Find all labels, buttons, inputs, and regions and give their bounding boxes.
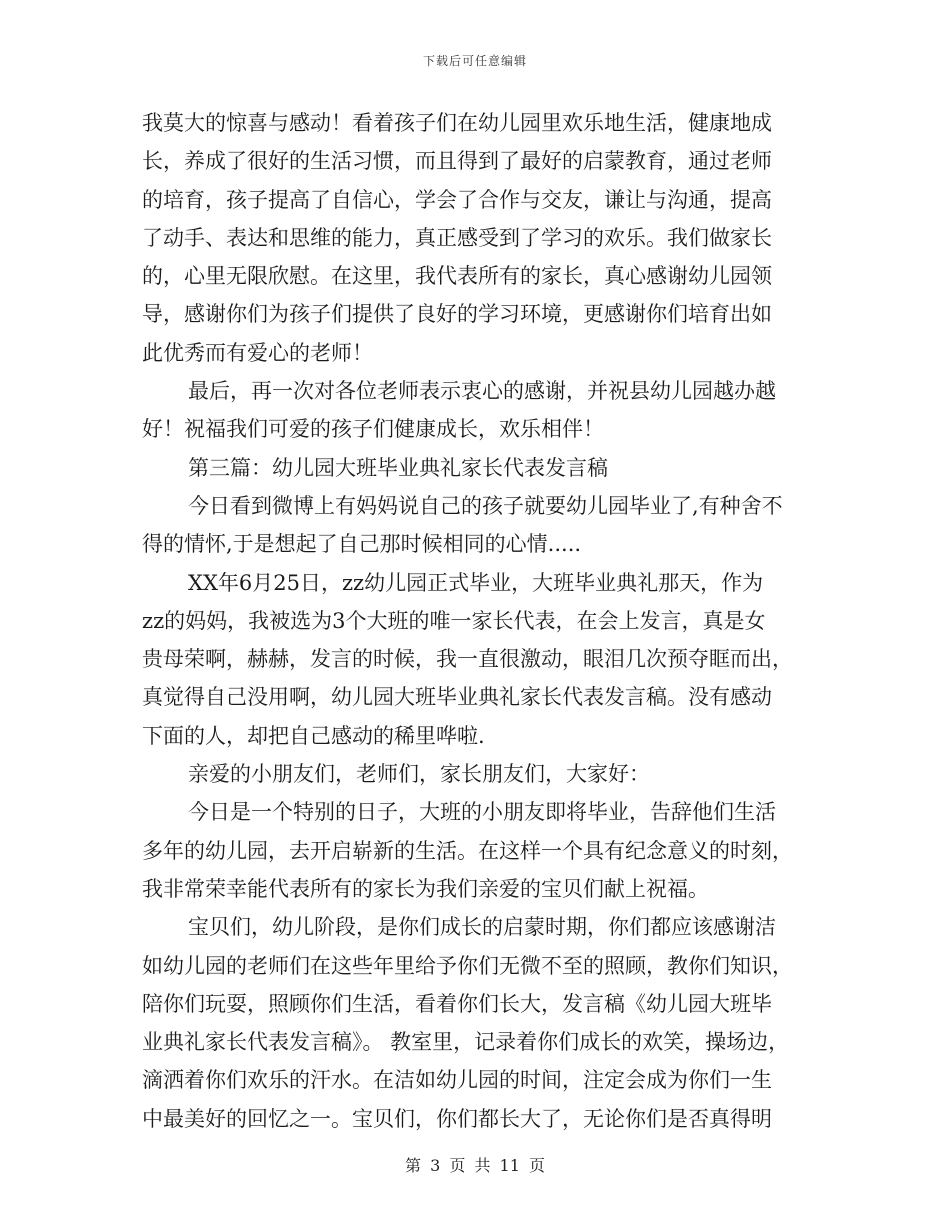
text-line: 此优秀而有爱心的老师！ bbox=[142, 340, 373, 365]
text-line: 我莫大的惊喜与感动！看着孩子们在幼儿园里欢乐地生活，健康地成 bbox=[142, 111, 772, 135]
text-line: 贵母荣啊，赫赫，发言的时候，我一直很激动，眼泪几次预夺眶而出， bbox=[142, 647, 793, 672]
text-line: 滴洒着你们欢乐的汗水。在洁如幼儿园的时间，注定会成为你们一生 bbox=[142, 1068, 772, 1093]
page-header: 下载后可任意编辑 bbox=[422, 54, 527, 68]
text-line: 了动手、表达和思维的能力，真正感受到了学习的欢乐。我们做家长 bbox=[142, 225, 772, 250]
text-line: 亲爱的小朋友们，老师们，家长朋友们，大家好： bbox=[188, 762, 650, 787]
text-line: 导，感谢你们为孩子们提供了良好的学习环境，更感谢你们培育出如 bbox=[142, 302, 772, 327]
text-line: 的，心里无限欣慰。在这里，我代表所有的家长，真心感谢幼儿园领 bbox=[142, 264, 772, 289]
text-line: 中最美好的回忆之一。宝贝们，你们都长大了，无论你们是否真得明 bbox=[142, 1106, 772, 1131]
text-line: 陪你们玩耍，照顾你们生活，看着你们长大，发言稿《幼儿园大班毕 bbox=[142, 991, 772, 1016]
text-line: 如幼儿园的老师们在这些年里给予你们无微不至的照顾，教你们知识， bbox=[142, 953, 793, 978]
text-line: 今日看到微博上有妈妈说自己的孩子就要幼儿园毕业了,有种舍不 bbox=[188, 493, 783, 518]
text-line: zz的妈妈，我被选为3个大班的唯一家长代表，在会上发言，真是女 bbox=[142, 608, 766, 633]
document-body bbox=[142, 104, 810, 1138]
text-line: 业典礼家长代表发言稿》。 教室里，记录着你们成长的欢笑，操场边， bbox=[142, 1030, 790, 1055]
section-heading: 第三篇：幼儿园大班毕业典礼家长代表发言稿 bbox=[188, 455, 608, 480]
text-line: 多年的幼儿园，去开启崭新的生活。在这样一个具有纪念意义的时刻， bbox=[142, 838, 793, 863]
text-line: 真觉得自己没用啊，幼儿园大班毕业典礼家长代表发言稿。没有感动 bbox=[142, 685, 772, 710]
text-line: 的培育，孩子提高了自信心，学会了合作与交友，谦让与沟通，提高 bbox=[142, 187, 772, 212]
text-line: 得的情怀,于是想起了自己那时候相同的心情..... bbox=[142, 532, 582, 557]
text-line: 好！祝福我们可爱的孩子们健康成长，欢乐相伴！ bbox=[142, 417, 604, 442]
text-line: 下面的人，却把自己感动的稀里哗啦. bbox=[142, 723, 485, 748]
text-line: 宝贝们，幼儿阶段，是你们成长的启蒙时期，你们都应该感谢洁 bbox=[188, 915, 776, 940]
text-line: 今日是一个特别的日子，大班的小朋友即将毕业，告辞他们生活 bbox=[188, 800, 776, 825]
page-number: 第 3 页 共 11 页 bbox=[405, 1156, 545, 1175]
text-line: XX年6月25日，zz幼儿园正式毕业，大班毕业典礼那天，作为 bbox=[188, 570, 764, 595]
text-line: 我非常荣幸能代表所有的家长为我们亲爱的宝贝们献上祝福。 bbox=[142, 876, 709, 901]
text-line: 最后，再一次对各位老师表示衷心的感谢，并祝县幼儿园越办越 bbox=[188, 379, 776, 404]
text-line: 长，养成了很好的生活习惯，而且得到了最好的启蒙教育，通过老师 bbox=[142, 149, 772, 174]
